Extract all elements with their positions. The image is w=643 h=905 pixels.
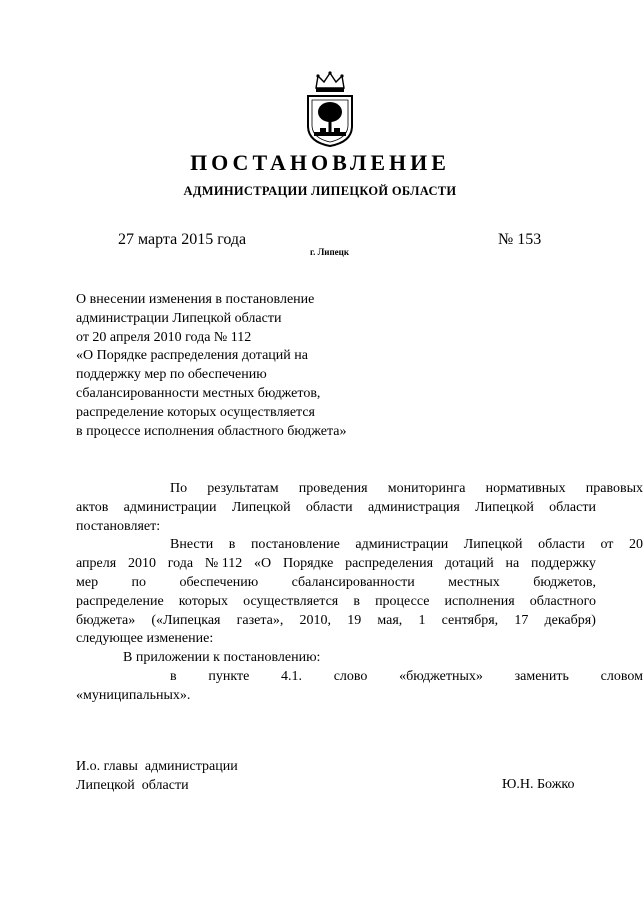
body-line: следующее изменение: [76, 631, 214, 647]
word: которых [178, 593, 229, 609]
word: постановление [250, 537, 340, 553]
word: распределения [345, 556, 434, 572]
word: газета», [236, 612, 284, 628]
word: слово [333, 668, 368, 684]
word: дотаций [444, 556, 494, 572]
word: Липецкой [475, 499, 534, 515]
document-city: г. Липецк [310, 247, 350, 257]
subject-line: О внесении изменения в постановление [76, 292, 315, 307]
word: 19 [347, 612, 362, 628]
body-line: постановляет: [76, 518, 161, 534]
word: 1 [418, 612, 426, 628]
word: № 112 [204, 556, 243, 572]
word: нормативных [485, 481, 566, 496]
word: администрации [355, 537, 449, 553]
word: исполнения [444, 593, 515, 609]
word: мониторинга [387, 481, 466, 496]
word: бюджета» [76, 612, 136, 628]
subject-line: от 20 апреля 2010 года № 112 [76, 329, 252, 345]
signatory-name: Ю.Н. Божко [502, 777, 575, 792]
subject-line: поддержку мер по обеспечению [76, 367, 267, 383]
word: процессе [375, 593, 430, 609]
word: результатам [207, 481, 279, 496]
word: администрация [367, 499, 460, 515]
body-line [76, 593, 596, 612]
word: актов [76, 499, 109, 515]
word: Порядке [282, 556, 334, 572]
issuer-subtitle: АДМИНИСТРАЦИИ ЛИПЕЦКОЙ ОБЛАСТИ [183, 184, 457, 198]
word: 20 [628, 537, 643, 553]
subject-line: «О Порядке распределения дотаций на [76, 348, 308, 364]
word: от [600, 537, 614, 553]
word: поддержку [531, 556, 596, 572]
word: 4.1. [281, 668, 302, 684]
word: осуществляется [243, 593, 339, 609]
word: 2010, [299, 612, 332, 628]
subject-line: администрации Липецкой области [76, 310, 282, 326]
document-subject [76, 291, 347, 441]
word: Липецкой [231, 499, 291, 515]
word: 17 [514, 612, 529, 628]
word: администрации [123, 499, 217, 515]
document-number: № 153 [498, 231, 542, 248]
word: Внести [170, 537, 214, 553]
word: декабря) [544, 612, 596, 628]
word: заменить [514, 668, 569, 684]
word: года [167, 556, 194, 572]
body-line [76, 612, 596, 631]
word: словом [600, 668, 643, 684]
word: области [549, 499, 596, 515]
position-line: Липецкой области [76, 777, 189, 793]
subject-line: сбалансированности местных бюджетов, [76, 385, 321, 401]
coat-of-arms-icon [304, 70, 356, 148]
word: Липецкой [463, 537, 523, 553]
document-date: 27 марта 2015 года [118, 231, 247, 248]
body-line: «муниципальных». [76, 687, 191, 703]
word: «О [254, 556, 272, 572]
word: распределение [76, 593, 164, 609]
body-line [123, 668, 643, 687]
word: («Липецкая [151, 612, 221, 628]
word: мая, [377, 612, 403, 628]
word: правовых [585, 481, 643, 496]
word: по [131, 574, 147, 590]
word: 2010 [127, 556, 156, 572]
body-line [76, 555, 596, 574]
word: мер [76, 574, 99, 590]
word: пункте [208, 668, 250, 684]
subject-line: в процессе исполнения областного бюджета» [76, 423, 347, 439]
word: области [538, 537, 585, 553]
word: области [305, 499, 353, 515]
word: сентября, [441, 612, 499, 628]
body-line [123, 536, 643, 555]
word: апреля [76, 556, 117, 572]
position-line: И.о. главы администрации [76, 759, 238, 774]
word: «бюджетных» [399, 668, 483, 684]
word: в [170, 668, 177, 684]
word: местных [448, 574, 500, 590]
document-title: ПОСТАНОВЛЕНИЕ [190, 150, 450, 175]
word: сбалансированности [291, 574, 415, 590]
body-line [76, 574, 596, 593]
word: проведения [298, 481, 368, 496]
word: По [170, 481, 188, 496]
word: в [353, 593, 360, 609]
document-body [76, 480, 643, 706]
body-line [123, 480, 643, 499]
body-line: В приложении к постановлению: [123, 650, 321, 666]
word: бюджетов, [533, 574, 596, 590]
word: в [228, 537, 236, 553]
word: областного [529, 593, 596, 609]
subject-line: распределение которых осуществляется [76, 404, 315, 420]
word: обеспечению [179, 574, 259, 590]
word: на [505, 556, 520, 572]
body-line [76, 499, 596, 518]
signatory-position [76, 758, 238, 796]
